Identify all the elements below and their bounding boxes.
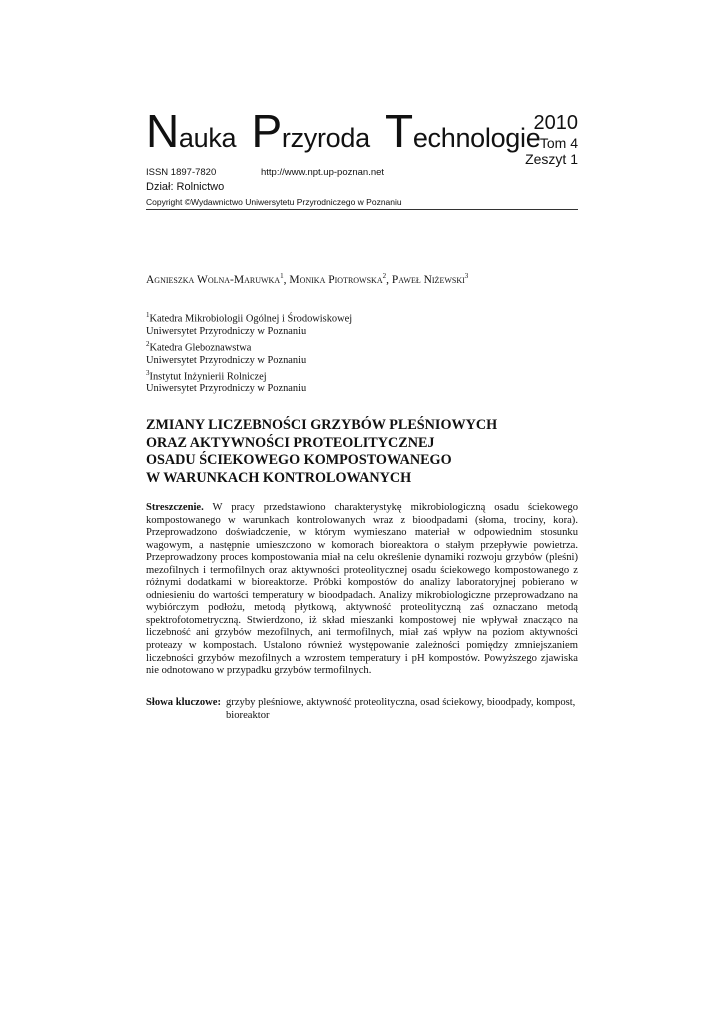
paper-title-line: ORAZ AKTYWNOŚCI PROTEOLITYCZNEJ [146,434,435,451]
journal-copyright: Copyright ©Wydawnictwo Uniwersytetu Przyrodniczego w Poznaniu [146,197,402,207]
affiliation-mark: 3 [146,368,150,377]
author-list: Agnieszka Wolna-Maruwka$^1$, Monika Piotrowska$^2$, Paweł Niżewski$^3$ [146,272,469,286]
author-affiliation-mark: 1 [280,272,284,280]
journal-title-word: echnologie [412,123,541,153]
paper-title-line: ZMIANY LICZEBNOŚCI GRZYBÓW PLEŚNIOWYCH [146,417,498,433]
affiliation-unit: Katedra Gleboznawstwa [149,342,252,354]
author-affiliation-mark: 3 [464,272,469,280]
header-divider [146,209,578,210]
affiliation-mark: 1 [146,311,150,319]
journal-volume: Tom 4 [539,135,578,151]
journal-title-initial: P [251,105,282,157]
affiliation-university: Uniwersytet Przyrodniczy w Poznaniu [146,383,307,395]
journal-title-word: rzyroda [281,123,370,153]
journal-title-word: auka [178,123,237,153]
journal-title [146,105,548,157]
paper-title-line: W WARUNKACH KONTROLOWANYCH [146,469,412,486]
paper-title [146,417,497,487]
abstract-text: W pracy przedstawiono charakterystykę mikrobiologiczną osadu ściekowego kompostowanego w warunkach kontrolowanych wraz z bioodpadami (słoma, trociny, kora). Przeprowadzono doświadczenie, w którym wymieszano materiał w odpowiednim stosunku wagowym, a następnie umieszczono w komorach bioreaktora o stałym przepływie powietrza. Przeprowadzony proces kompostowania miał na celu określenie dynamiki rozwoju grzybów (pleśni) mezofilnych i termofilnych oraz aktywności proteolitycznej osadu ściekowego kompostowanego z różnymi dodatkami w bioreaktorze. Próbki kompostów do analizy laboratoryjnej pobierano w odniesieniu do wartości temperatury w bioodpadach. Analizy mikrobiologiczne przeprowadzano na wybiórczym podłożu, metodą płytkową, aktywność proteolityczną zaś oznaczano metodą spektrofotometryczną. Stwierdzono, iż skład mieszanki kompostowej nie wpływał znacząco na liczebność ani grzybów mezofilnych, ani termofilnych, miał zaś wpływ na poziom aktywności proteazy w kompostach. Ustalono również występowanie zależności pomiędzy zmniejszaniem liczebności grzybów mezofilnych a wzrostem temperatury i pH kompostów. Powyższego zjawiska nie odnotowano w przypadku grzybów termofilnych. [146,502,578,677]
author-affiliation-mark: 2 [382,272,387,280]
paper-title-line: OSADU ŚCIEKOWEGO KOMPOSTOWANEGO [146,452,452,468]
journal-url[interactable]: http://www.npt.up-poznan.net [261,167,385,178]
author-name: Agnieszka Wolna-Maruwka [146,273,281,286]
journal-year: 2010 [533,112,578,134]
abstract [146,502,578,678]
abstract-label: Streszczenie. [146,502,204,513]
author-name: Paweł Niżewski [391,273,465,286]
affiliation-unit: Katedra Mikrobiologii Ogólnej i Środowiskowej [149,313,353,325]
journal-issn: ISSN 1897-7820 [146,167,217,178]
affiliation-mark: 2 [146,339,150,348]
affiliation-department [146,309,352,326]
journal-issue: Zeszyt 1 [525,151,578,167]
affiliation-department [146,338,352,355]
affiliation-list [146,309,352,396]
affiliation-university: Uniwersytet Przyrodniczy w Poznaniu [146,325,307,337]
affiliation-department [146,367,352,384]
keywords-text: grzyby pleśniowe, aktywność proteolityczna, osad ściekowy, bioodpady, kompost, bioreaktor [226,697,576,721]
journal-title-initial: T [385,105,413,157]
author-name: Monika Piotrowska [289,273,383,286]
affiliation-university: Uniwersytet Przyrodniczy w Poznaniu [146,354,307,366]
journal-title-initial: N [146,105,179,157]
affiliation-unit: Instytut Inżynierii Rolniczej [149,371,267,383]
keywords-label: Słowa kluczowe: [146,697,222,708]
journal-section: Dział: Rolnictwo [146,181,225,193]
keywords [146,697,578,722]
